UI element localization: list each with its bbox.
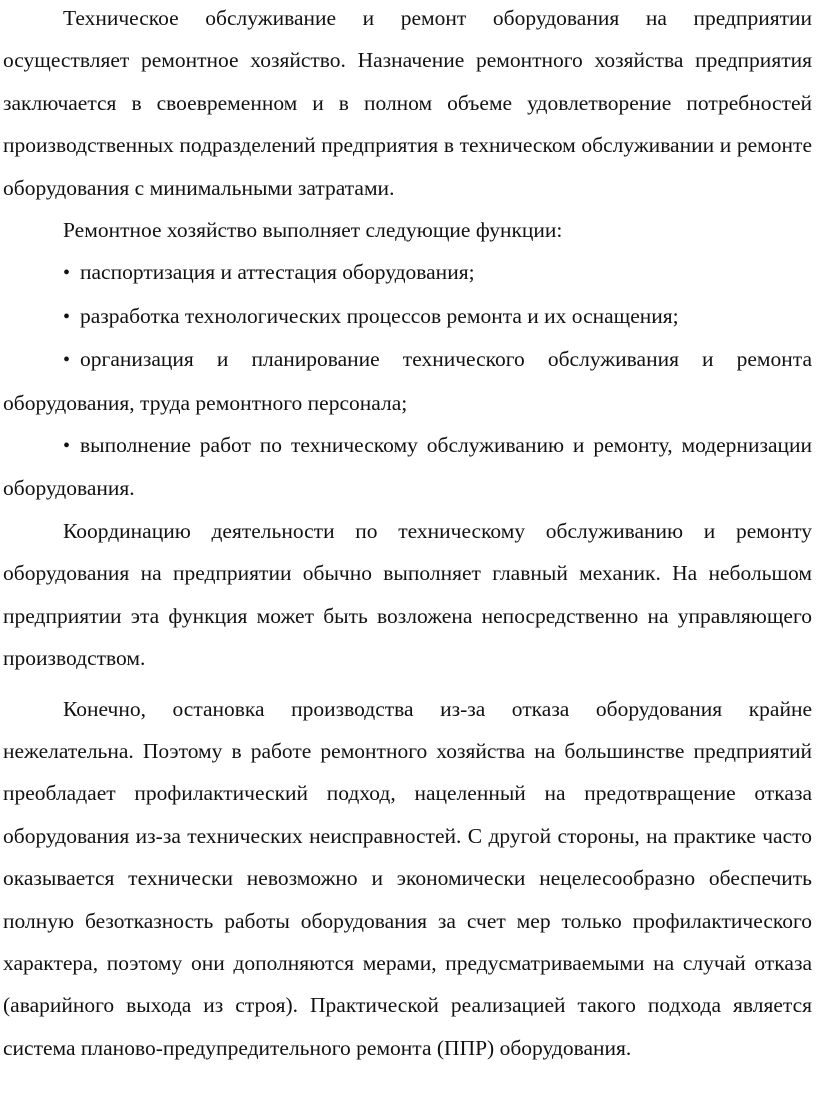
list-item xyxy=(3,295,812,338)
list-item-text: организация и планирование технического обслуживания и ремонта оборудования, труда ремонтного персонала; xyxy=(3,347,812,415)
paragraph-functions-lead: Ремонтное хозяйство выполняет следующие функции: xyxy=(63,218,563,243)
list-item xyxy=(3,424,812,510)
bullet-icon: • xyxy=(63,262,71,285)
paragraph-ppr-system: Конечно, остановка производства из-за отказа оборудования крайне нежелательна. Поэтому в работе ремонтного хозяйства на большинстве предприятий преобладает профилактический подход, нацеленный на предотвращение отказа оборудования из-за технических неисправностей. С другой стороны, на практике часто оказывается технически невозможно и экономически нецелесообразно обеспечить полную безотказность работы оборудования за счет мер только профилактического характера, поэтому они дополняются мерами, предусматриваемыми на случай отказа (аварийного выхода из строя). Практической реализацией такого подхода является система планово-предупредительного ремонта (ППР) оборудования. xyxy=(3,696,812,1060)
bullet-icon: • xyxy=(63,435,71,458)
list-item-text: паспортизация и аттестация оборудования; xyxy=(80,260,475,285)
paragraph-intro: Техническое обслуживание и ремонт оборудования на предприятии осуществляет ремонтное хозяйство. Назначение ремонтного хозяйства предприятия заключается в своевременном и в полном объеме удовлетворение потребностей производственных подразделений предприятия в техническом обслуживании и ремонте оборудования с минимальными затратами. xyxy=(3,6,812,200)
list-item xyxy=(3,251,812,294)
list-item-text: выполнение работ по техническому обслуживанию и ремонту, модернизации оборудования. xyxy=(3,433,812,501)
bullet-icon: • xyxy=(63,349,71,372)
bullet-icon: • xyxy=(63,305,71,328)
functions-list xyxy=(3,251,812,509)
paragraph-coordination: Координацию деятельности по техническому обслуживанию и ремонту оборудования на предприятии обычно выполняет главный механик. На небольшом предприятии эта функция может быть возложена непосредственно на управляющего производством. xyxy=(3,518,812,671)
list-item-text: разработка технологических процессов ремонта и их оснащения; xyxy=(80,303,679,328)
list-item xyxy=(3,338,812,424)
